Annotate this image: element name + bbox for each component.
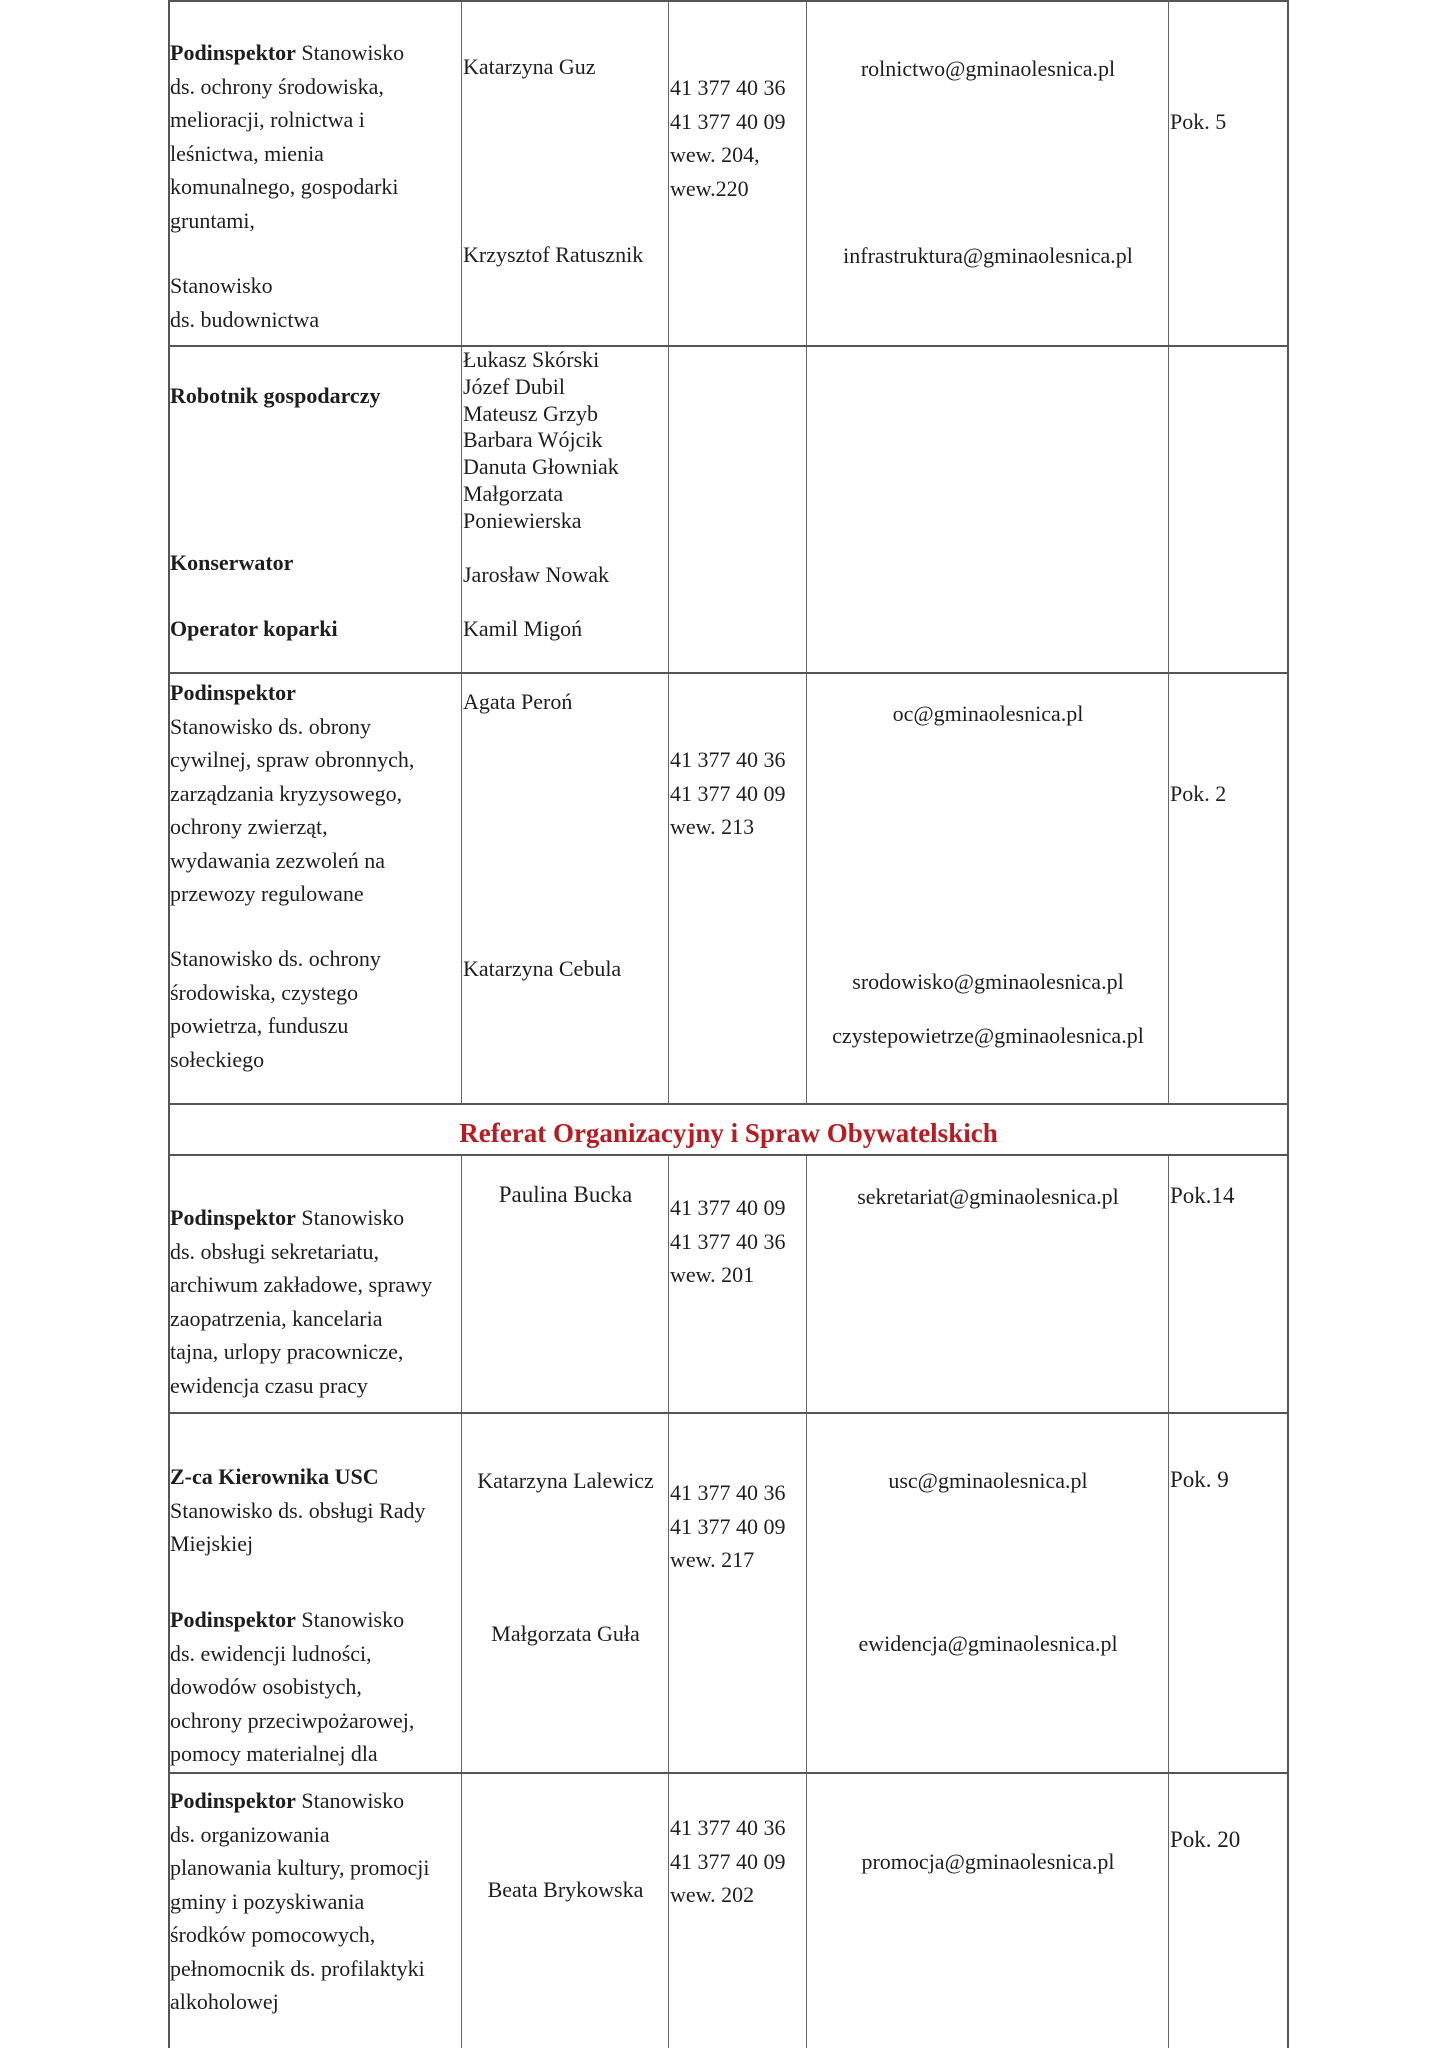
position-cell: Stanowisko ds. ochrony środowiska, czystego powietrza, funduszu sołeckiego <box>170 946 381 1072</box>
position-cell: Podinspektor Stanowisko ds. organizowania planowania kultury, promocji gminy i pozyskiwania środków pomocowych, pełnomocnik ds. profilaktyki alkoholowej <box>170 1788 430 2014</box>
employee-name: Poniewierska <box>463 507 582 533</box>
row-divider <box>168 0 1289 2</box>
position-cell: Podinspektor Stanowisko ds. ewidencji ludności, dowodów osobistych, ochrony przeciwpożarowej, pomocy materialnej dla <box>170 1607 415 1766</box>
position-cell: Stanowisko ds. budownictwa <box>170 273 320 332</box>
room-number: Pok. 2 <box>1170 781 1227 806</box>
employee-name: Mateusz Grzyb <box>463 400 599 426</box>
row-divider <box>168 1103 1289 1105</box>
email-link[interactable]: infrastruktura@gminaolesnica.pl <box>843 243 1133 268</box>
email-link[interactable]: ewidencja@gminaolesnica.pl <box>858 1631 1118 1656</box>
phone-cell: 41 377 40 36 41 377 40 09 wew. 202 <box>670 1815 786 1907</box>
position-title: Robotnik gospodarczy <box>170 383 381 408</box>
employee-name: Łukasz Skórski <box>463 347 600 372</box>
position-title: Podinspektor <box>170 40 296 65</box>
position-title: Podinspektor <box>170 1788 296 1813</box>
row-divider <box>168 1412 1289 1414</box>
position-title: Podinspektor <box>170 680 296 705</box>
position-cell: Z-ca Kierownika USC Stanowisko ds. obsługi Rady Miejskiej <box>170 1460 425 1561</box>
employee-name: Małgorzata <box>463 480 564 506</box>
employee-name: Katarzyna Lalewicz <box>477 1468 654 1493</box>
col-divider-room <box>1168 0 1169 2048</box>
position-cell: Podinspektor Stanowisko ds. obrony cywilnej, spraw obronnych, zarządzania kryzysowego, ochrony zwierząt, wydawania zezwoleń na przewozy regulowane <box>170 676 414 911</box>
position-cell: Podinspektor Stanowisko ds. ochrony środowiska, melioracji, rolnictwa i leśnictwa, mienia komunalnego, gospodarki gruntami, <box>170 40 405 233</box>
employee-names-list <box>463 347 619 535</box>
row-divider <box>168 1772 1289 1774</box>
col-divider-email <box>806 0 807 2048</box>
phone-cell: 41 377 40 36 41 377 40 09 wew. 213 <box>670 747 786 839</box>
phone-cell: 41 377 40 36 41 377 40 09 wew. 204, wew.220 <box>670 75 786 201</box>
position-cell: Podinspektor Stanowisko ds. obsługi sekretariatu, archiwum zakładowe, sprawy zaopatrzenia, kancelaria tajna, urlopy pracownicze, ewidencja czasu pracy <box>170 1205 433 1398</box>
employee-name: Danuta Głowniak <box>463 454 619 480</box>
position-title: Podinspektor <box>170 1607 296 1632</box>
employee-name: Jarosław Nowak <box>463 562 610 587</box>
room-number: Pok.14 <box>1170 1183 1235 1208</box>
row-divider <box>168 345 1289 347</box>
col-divider-name <box>461 0 462 2048</box>
table-border-right <box>1287 0 1289 2048</box>
employee-name: Krzysztof Ratusznik <box>463 242 644 267</box>
email-link[interactable]: srodowisko@gminaolesnica.pl <box>852 969 1124 994</box>
email-link[interactable]: oc@gminaolesnica.pl <box>892 701 1084 726</box>
room-number: Pok. 20 <box>1170 1827 1241 1852</box>
employee-name: Katarzyna Guz <box>463 54 596 79</box>
section-title: Referat Organizacyjny i Spraw Obywatelskich <box>459 1118 998 1148</box>
employee-name: Józef Dubil <box>463 373 566 399</box>
employee-name: Paulina Bucka <box>498 1182 633 1207</box>
row-divider <box>168 1154 1289 1156</box>
employee-name: Agata Peroń <box>463 689 573 714</box>
employee-name: Kamil Migoń <box>463 616 583 641</box>
employee-name: Beata Brykowska <box>487 1877 644 1902</box>
employee-name: Katarzyna Cebula <box>463 956 622 981</box>
position-title: Konserwator <box>170 550 294 575</box>
position-title: Z-ca Kierownika USC <box>170 1464 379 1489</box>
row-divider <box>168 672 1289 674</box>
email-link[interactable]: usc@gminaolesnica.pl <box>888 1468 1088 1493</box>
room-number: Pok. 5 <box>1170 109 1227 134</box>
position-title: Podinspektor <box>170 1205 296 1230</box>
room-number: Pok. 9 <box>1170 1467 1229 1492</box>
employee-name: Barbara Wójcik <box>463 427 603 453</box>
staff-directory-table <box>168 0 1289 2048</box>
employee-name: Małgorzata Guła <box>491 1621 640 1646</box>
position-title: Operator koparki <box>170 616 338 641</box>
email-link[interactable]: sekretariat@gminaolesnica.pl <box>857 1184 1119 1209</box>
email-link[interactable]: promocja@gminaolesnica.pl <box>861 1849 1115 1874</box>
phone-cell: 41 377 40 36 41 377 40 09 wew. 217 <box>670 1480 786 1572</box>
phone-cell: 41 377 40 09 41 377 40 36 wew. 201 <box>670 1195 786 1287</box>
email-link[interactable]: czystepowietrze@gminaolesnica.pl <box>832 1023 1144 1048</box>
email-link[interactable]: rolnictwo@gminaolesnica.pl <box>860 56 1116 81</box>
col-divider-phone <box>668 0 669 2048</box>
